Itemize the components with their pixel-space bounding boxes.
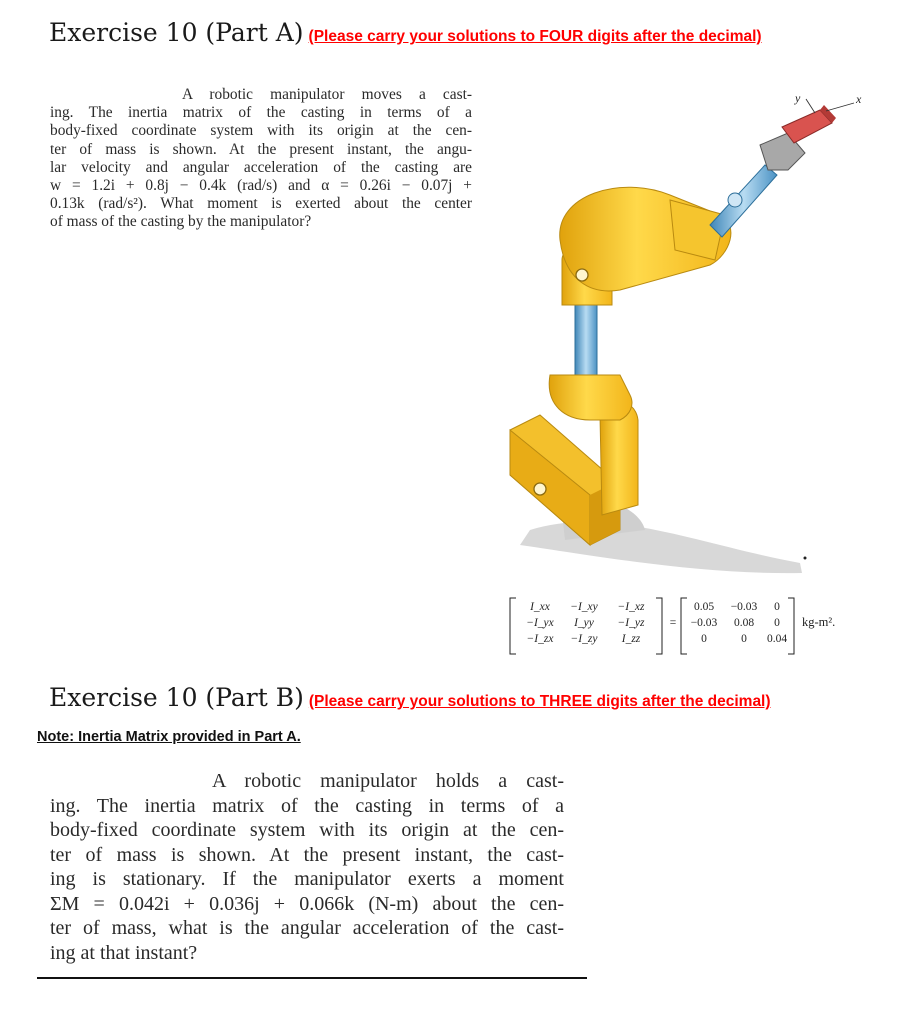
part-b-instruction: (Please carry your solutions to THREE digits after the decimal) [308,693,771,710]
matrix-value: 0 [741,633,747,645]
part-a-problem-text [50,86,472,232]
problem-line: of mass of the casting by the manipulator? [50,213,312,231]
problem-line: ing at that instant? [50,941,198,964]
problem-line: ter of mass is shown. At the present instant, the angu- [50,140,472,158]
inertia-matrix [506,595,866,657]
floor-shadow [520,522,802,573]
matrix-value: −0.03 [730,601,758,613]
robot-arm-illustration [470,75,890,585]
part-b-title: Exercise 10 (Part B) [49,683,304,712]
matrix-cell: I_zz [621,633,641,645]
bottom-rule [37,977,587,979]
part-a-heading [49,18,762,47]
part-b-heading [49,683,771,712]
part-a-title: Exercise 10 (Part A) [49,18,304,47]
problem-line: body-fixed coordinate system with its origin at the cen- [50,122,472,140]
part-b-problem-text [50,769,564,965]
matrix-cell: I_yy [574,617,594,629]
problem-line: ing. The inertia matrix of the casting in terms of a [50,794,564,817]
x-axis-label: x [856,92,862,106]
matrix-value: 0.05 [693,601,715,613]
problem-line: ing is stationary. If the manipulator exerts a moment [50,868,564,890]
matrix-cell: −I_yx [526,617,554,629]
matrix-cell: −I_zy [570,633,598,645]
matrix-cell: −I_zx [526,633,554,645]
matrix-cell: −I_xy [570,601,598,613]
matrix-value: 0.04 [766,633,788,645]
problem-line: ΣM = 0.042i + 0.036j + 0.066k (N-m) about the cen- [50,892,564,915]
base [510,401,638,545]
matrix-value: 0.08 [733,617,755,629]
matrix-value: 0 [701,633,707,645]
matrix-value: 0 [774,601,780,613]
problem-line: ter of mass is shown. At the present instant, the cast- [50,843,564,866]
matrix-cell: −I_yz [617,617,645,629]
problem-line: A robotic manipulator holds a cast- [212,770,564,792]
upper-arm [560,187,731,291]
matrix-cell: −I_xz [617,601,645,613]
part-a-instruction: (Please carry your solutions to FOUR digits after the decimal) [308,28,762,45]
problem-line: ing. The inertia matrix of the casting in terms of a [50,104,472,122]
problem-line: lar velocity and angular acceleration of the casting are [50,158,472,176]
matrix-value: 0 [774,617,780,629]
part-b-note: Note: Inertia Matrix provided in Part A. [37,729,301,745]
problem-line: w = 1.2i + 0.8j − 0.4k (rad/s) and α = 0.26i − 0.07j + [50,177,472,195]
equals-sign: = [669,617,677,629]
problem-line: 0.13k (rad/s²). What moment is exerted about the center [50,195,472,213]
matrix-cell: I_xx [530,601,550,613]
problem-line: ter of mass, what is the angular acceleration of the cast- [50,917,564,939]
y-axis-label: y [795,91,801,105]
problem-line: body-fixed coordinate system with its origin at the cen- [50,819,564,841]
matrix-value: −0.03 [690,617,718,629]
upper-rod [710,165,777,237]
problem-line: A robotic manipulator moves a cast- [182,86,472,103]
matrix-units: kg-m². [802,615,836,629]
